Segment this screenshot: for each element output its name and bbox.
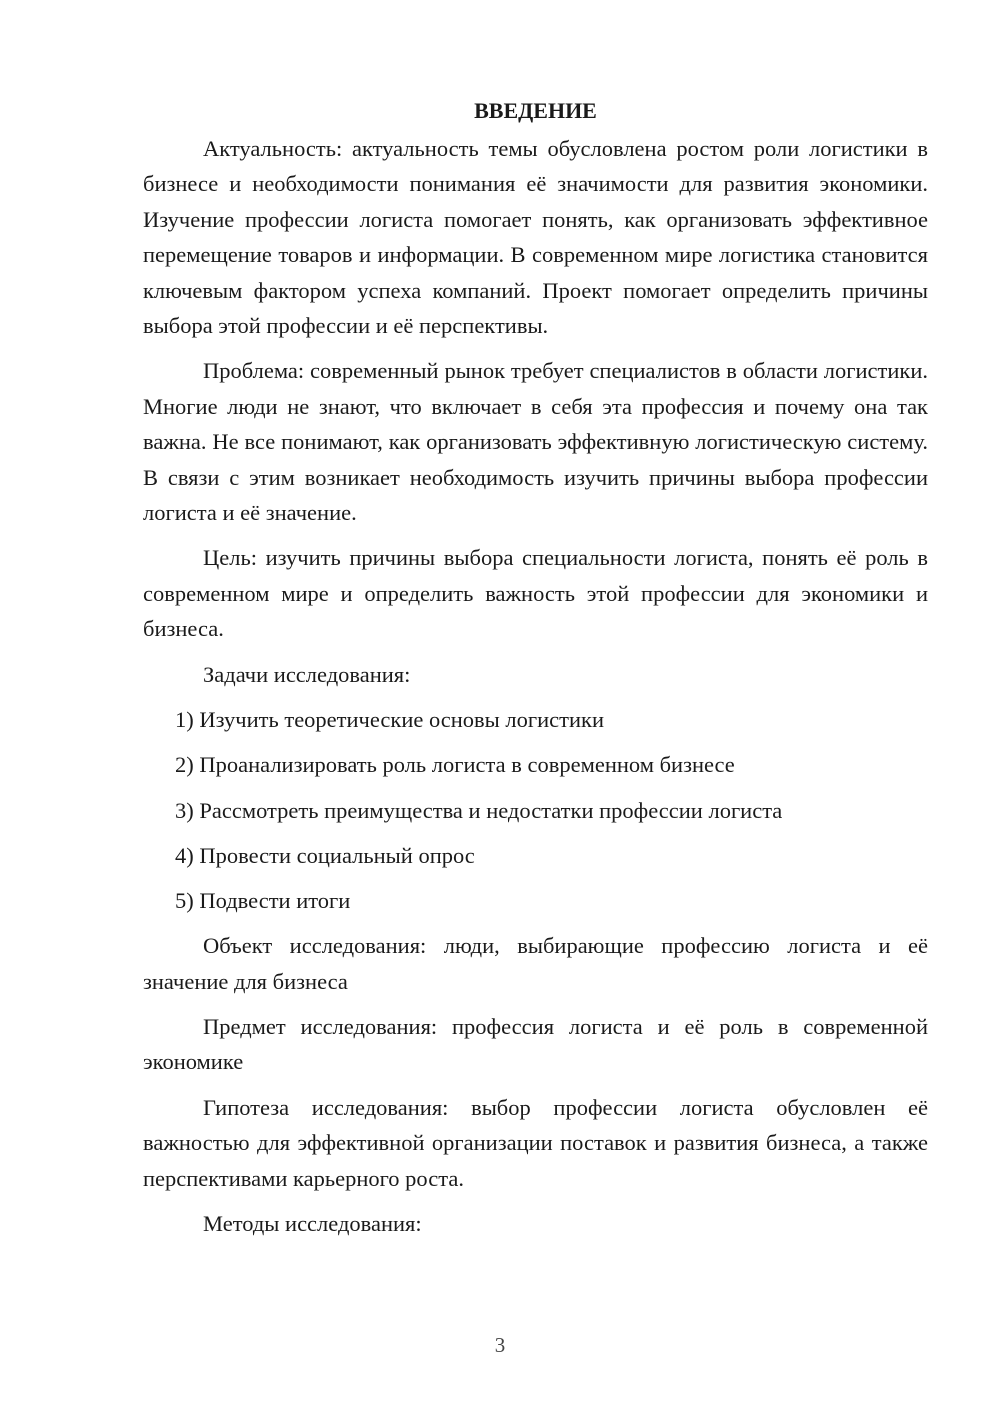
list-item: 5) Подвести итоги — [175, 887, 351, 913]
tasks-heading: Задачи исследования: — [203, 661, 411, 687]
page-title: ВВЕДЕНИЕ — [474, 98, 597, 123]
paragraph-object: Объект исследования: люди, выбирающие профессию логиста и её значение для бизнеса — [143, 933, 928, 994]
tasks-list — [143, 702, 928, 918]
paragraph-hypothesis: Гипотеза исследования: выбор профессии логиста обусловлен её важностью для эффективной организации поставок и развития бизнеса, а также перспективами карьерного роста. — [143, 1094, 928, 1191]
list-item: 3) Рассмотреть преимущества и недостатки профессии логиста — [175, 797, 783, 823]
document-page — [143, 93, 928, 1251]
list-item: 1) Изучить теоретические основы логистики — [175, 707, 605, 733]
page-number: 3 — [494, 1333, 506, 1357]
paragraph-methods: Методы исследования: — [203, 1210, 422, 1236]
paragraph-subject: Предмет исследования: профессия логиста и её роль в современной экономике — [143, 1013, 928, 1075]
paragraph-goal: Цель: изучить причины выбора специальности логиста, понять её роль в современном мире и определить важность этой профессии для экономики и бизнеса. — [143, 545, 928, 642]
paragraph-relevance: Актуальность: актуальность темы обусловлена ростом роли логистики в бизнесе и необходимости понимания её значимости для развития экономики. Изучение профессии логиста помогает понять, как организовать эффективное перемещение товаров и информации. В современном мире логистика становится ключевым фактором успеха компаний. Проект помогает определить причины выбора этой профессии и её перспективы. — [143, 136, 928, 339]
list-item: 2) Проанализировать роль логиста в современном бизнесе — [175, 752, 735, 778]
paragraph-problem: Проблема: современный рынок требует специалистов в области логистики. Многие люди не знают, что включает в себя эта профессия и почему она так важна. Не все понимают, как организовать эффективную логистическую систему. В связи с этим возникает необходимость изучить причины выбора профессии логиста и её значение. — [143, 358, 928, 526]
list-item: 4) Провести социальный опрос — [175, 842, 475, 868]
